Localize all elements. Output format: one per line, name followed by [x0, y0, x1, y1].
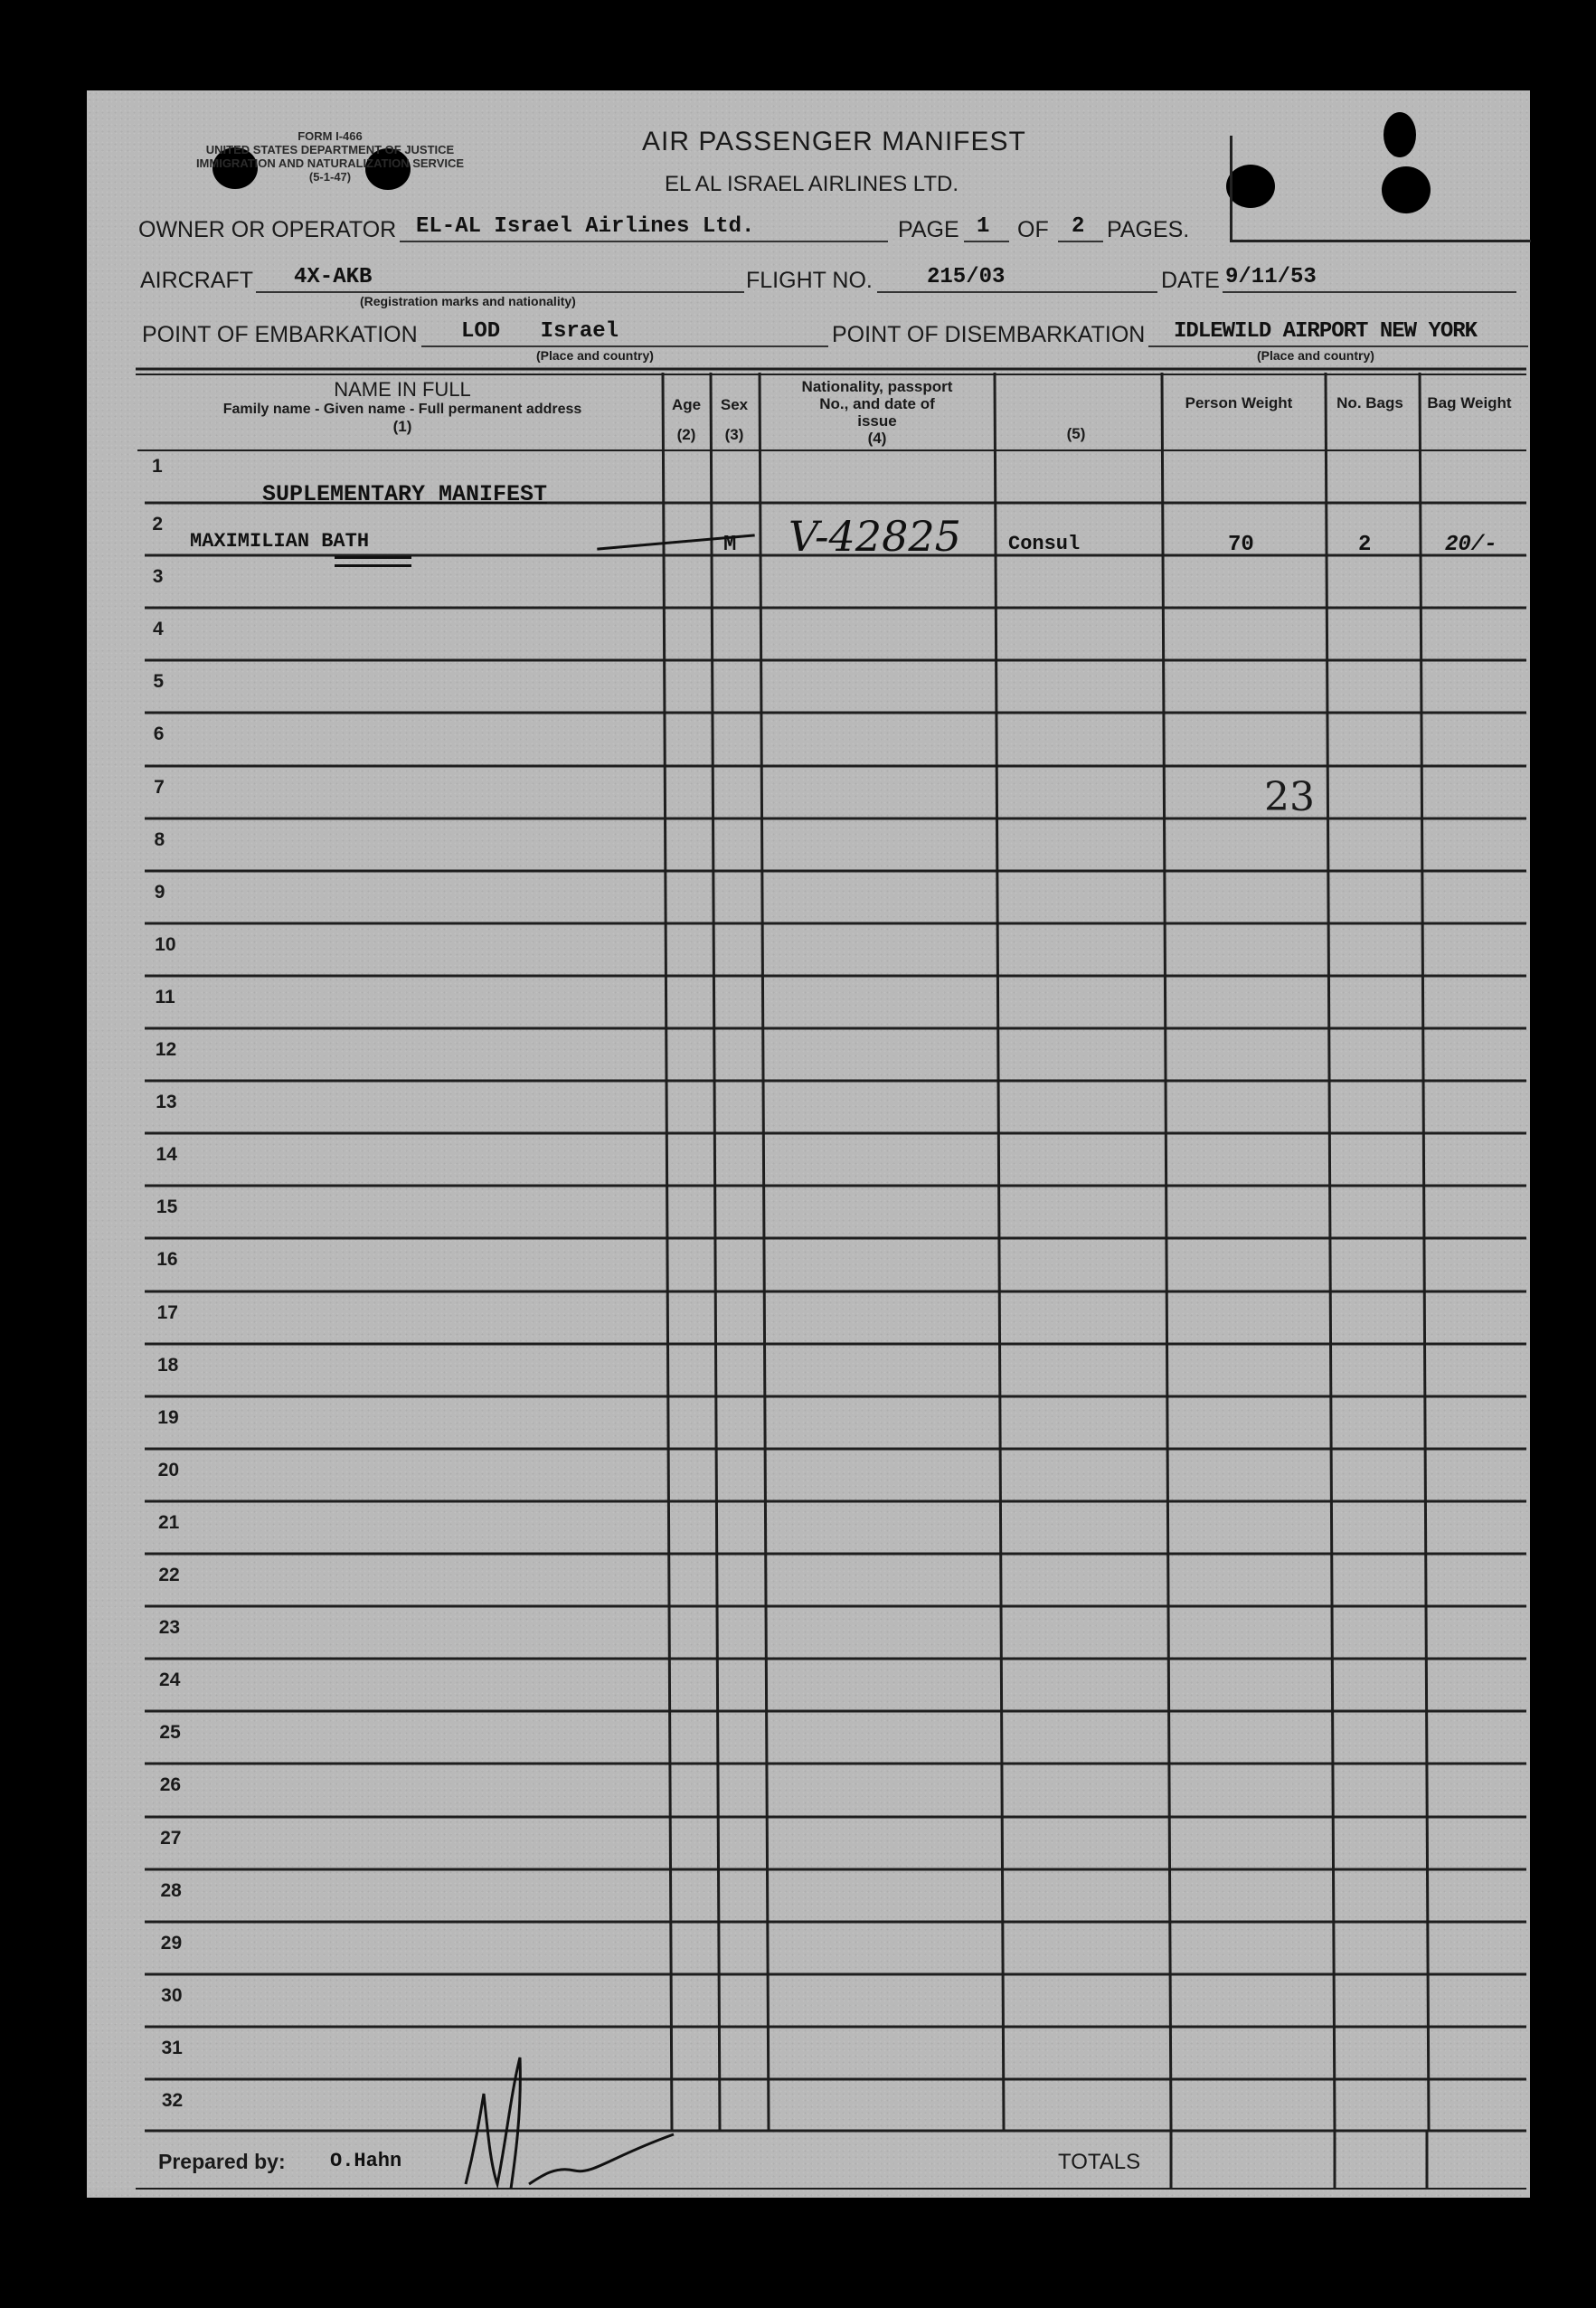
row-number: 1	[152, 456, 163, 477]
row-number: 13	[156, 1092, 177, 1112]
name-column-number: (1)	[392, 418, 412, 435]
pages-label: PAGES.	[1107, 217, 1190, 242]
row-number: 29	[160, 1933, 183, 1953]
row-number: 2	[152, 514, 164, 534]
column-divider	[1420, 373, 1429, 2131]
row-2-sex: M	[723, 533, 737, 557]
service-name: IMMIGRATION AND NATURALIZATION SERVICE	[195, 156, 465, 170]
column-divider	[995, 373, 1004, 2131]
row-number: 32	[161, 2090, 184, 2111]
row-number: 31	[161, 2038, 183, 2058]
date-label: DATE	[1161, 268, 1220, 293]
stamp-number: 23	[1264, 774, 1315, 820]
row-2-bag-weight: 20/-	[1445, 533, 1497, 557]
person-weight-header: Person Weight	[1185, 394, 1293, 411]
flight-value: 215/03	[927, 265, 1006, 289]
row-2-name: MAXIMILIAN BATH	[190, 530, 370, 553]
flight-label: FLIGHT NO.	[746, 268, 873, 293]
age-column-title: Age	[671, 396, 702, 413]
column-divider	[760, 373, 769, 2131]
sex-column-title: Sex	[720, 396, 749, 413]
row-2-person-weight: 70	[1228, 533, 1254, 557]
aircraft-note: (Registration marks and nationality)	[360, 294, 576, 308]
disembarkation-note: (Place and country)	[1257, 348, 1374, 363]
row-number: 10	[155, 934, 176, 955]
column-5-header: (5)	[1066, 425, 1086, 442]
of-label: OF	[1017, 217, 1049, 242]
nationality-column-number: (4)	[867, 430, 887, 447]
row-number: 5	[153, 671, 165, 692]
row-number: 9	[154, 882, 165, 903]
nationality-column-header	[769, 378, 986, 447]
row-number: 19	[157, 1407, 179, 1428]
row-number: 7	[154, 777, 165, 798]
name-column-header	[149, 378, 656, 436]
row-number: 20	[157, 1460, 179, 1480]
row-number: 16	[156, 1249, 178, 1270]
row-number: 21	[158, 1512, 180, 1533]
row-number: 8	[154, 829, 165, 850]
row-number: 11	[155, 987, 175, 1007]
bag-weight-header: Bag Weight	[1427, 394, 1512, 411]
prepared-by-value: O.Hahn	[330, 2150, 402, 2172]
column-divider	[711, 373, 720, 2131]
disembarkation-label: POINT OF DISEMBARKATION	[832, 322, 1146, 347]
page-value: 1	[977, 214, 990, 239]
row-2-bags: 2	[1358, 533, 1372, 557]
name-column-title: NAME IN FULL	[334, 378, 471, 401]
name-column-subtitle: Family name - Given name - Full permanent address	[222, 402, 582, 417]
row-number: 18	[156, 1355, 179, 1376]
row-number: 15	[156, 1197, 178, 1217]
signature-scribble	[457, 2039, 692, 2193]
column-divider	[1162, 373, 1171, 2131]
row-number: 30	[161, 1985, 183, 2006]
row-number: 23	[158, 1617, 181, 1638]
row-2-name-handmark	[335, 556, 411, 567]
row-number: 28	[160, 1880, 182, 1901]
row-number: 25	[159, 1722, 181, 1743]
sex-column-number: (3)	[724, 426, 744, 443]
row-number: 14	[156, 1144, 177, 1165]
aircraft-label: AIRCRAFT	[140, 268, 253, 293]
row-1-name: SUPLEMENTARY MANIFEST	[262, 481, 548, 507]
age-column-header	[665, 396, 708, 443]
date-value: 9/11/53	[1225, 265, 1317, 289]
row-number: 22	[158, 1565, 180, 1585]
sex-column-header	[713, 396, 756, 443]
embarkation-note: (Place and country)	[536, 348, 654, 363]
column-divider	[1326, 373, 1335, 2131]
owner-value: EL-AL Israel Airlines Ltd.	[416, 214, 755, 239]
row-2-passport: V-42825	[789, 512, 961, 561]
of-value: 2	[1072, 214, 1085, 239]
row-number: 27	[160, 1828, 182, 1849]
form-edition: (5-1-47)	[308, 170, 352, 184]
row-2-col5: Consul	[1008, 533, 1081, 555]
airline-name: EL AL ISRAEL AIRLINES LTD.	[665, 172, 959, 196]
department-name: UNITED STATES DEPARTMENT OF JUSTICE	[205, 143, 455, 156]
page-label: PAGE	[898, 217, 959, 242]
embarkation-value: LOD Israel	[461, 319, 619, 344]
row-number: 26	[159, 1774, 182, 1795]
embarkation-label: POINT OF EMBARKATION	[142, 322, 418, 347]
row-number: 6	[153, 724, 165, 744]
page-title: AIR PASSENGER MANIFEST	[642, 127, 1026, 156]
nationality-column-title: Nationality, passport No., and date of issue	[801, 378, 953, 430]
no-bags-header: No. Bags	[1336, 394, 1403, 411]
row-number: 4	[153, 619, 164, 639]
totals-label: TOTALS	[1058, 2150, 1141, 2174]
form-number: FORM I-466	[297, 129, 363, 143]
age-column-number: (2)	[676, 426, 696, 443]
column-divider	[663, 373, 672, 2131]
prepared-by-label: Prepared by:	[158, 2150, 286, 2173]
disembarkation-value: IDLEWILD AIRPORT NEW YORK	[1174, 319, 1478, 344]
row-number: 3	[152, 566, 164, 587]
aircraft-value: 4X-AKB	[294, 265, 373, 289]
owner-label: OWNER OR OPERATOR	[138, 217, 397, 242]
row-number: 12	[155, 1039, 177, 1060]
row-number: 17	[156, 1302, 178, 1323]
row-number: 24	[159, 1670, 181, 1690]
